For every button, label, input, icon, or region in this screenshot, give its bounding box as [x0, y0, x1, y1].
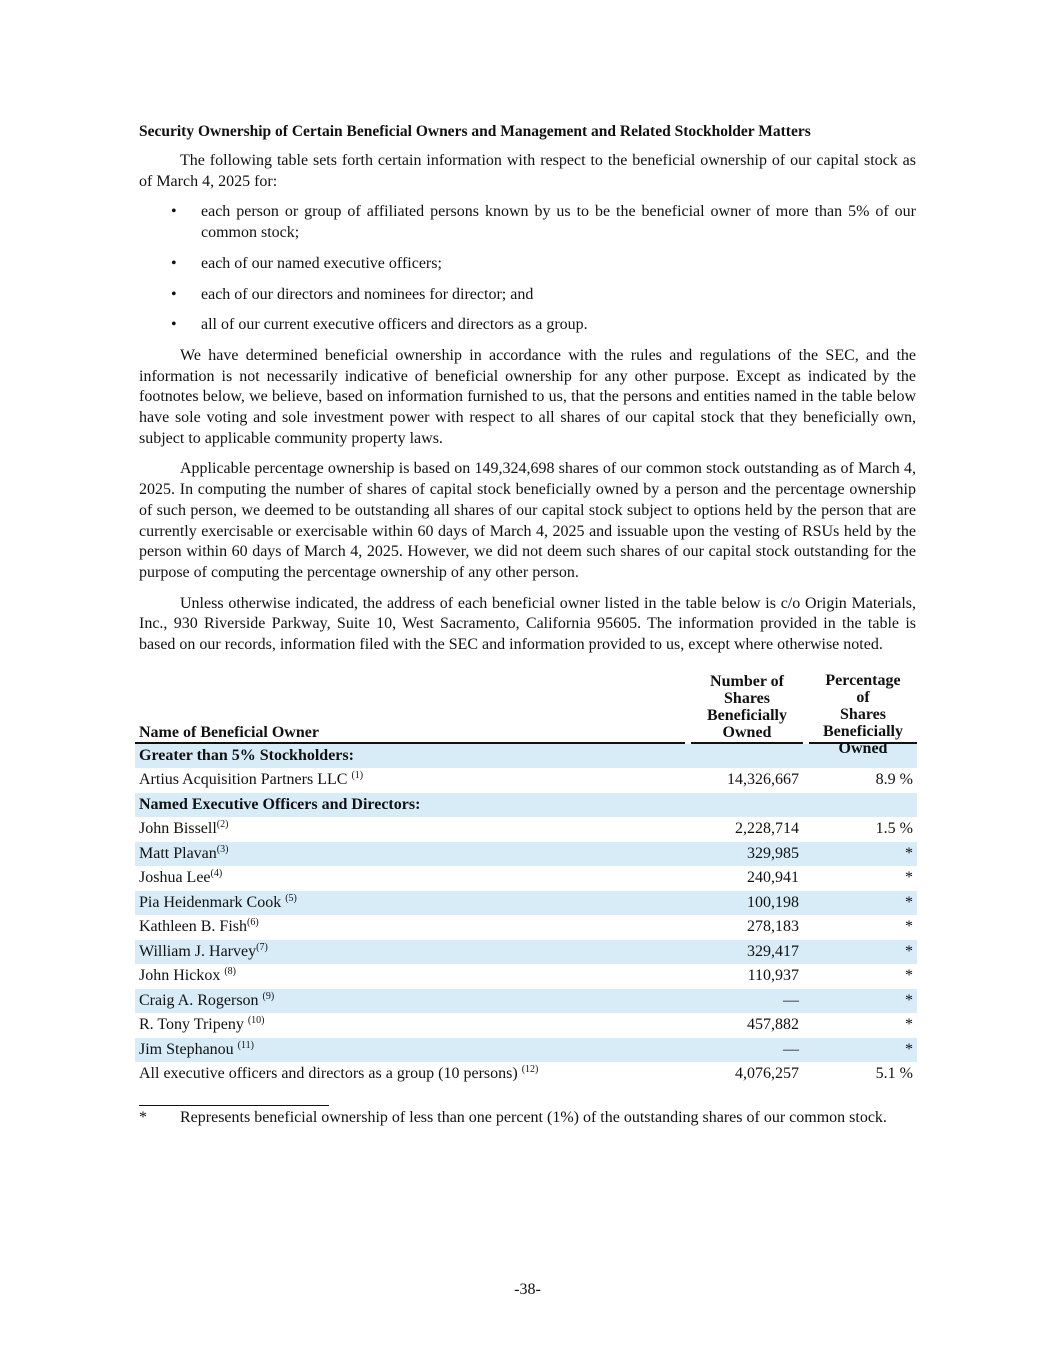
table-row: Joshua Lee$^{(4)}$ 240,941 *	[139, 868, 913, 887]
bullet-icon: •	[171, 285, 177, 303]
address-paragraph: Unless otherwise indicated, the address of each beneficial owner listed in the table below is c/o Origin Materials, Inc., 930 Riverside Parkway, Suite 10, West Sacramento, California 95605. The information provided in the table is based on our records, information filed with the SEC and information provided to us, except where otherwise noted.	[139, 594, 916, 654]
bullet-list	[139, 202, 916, 336]
footnote-mark: *	[139, 1108, 147, 1126]
footnote-divider	[139, 1105, 329, 1106]
page-number: -38-	[514, 1281, 541, 1298]
section-row: Greater than 5% Stockholders:	[135, 744, 917, 769]
table-header-row	[135, 672, 917, 744]
percentage-basis-paragraph: Applicable percentage ownership is based on 149,324,698 shares of our common stock outstanding as of March 4, 2025. In computing the number of shares of capital stock beneficially owned by a person and the percentage ownership of such person, we deemed to be outstanding all shares of our capital stock subject to options held by the person that are currently exercisable or exercisable within 60 days of March 4, 2025 and issuable upon the vesting of RSUs held by the person within 60 days of March 4, 2025. However, we did not deem such shares of our capital stock outstanding for the purpose of computing the percentage ownership of any other person.	[139, 460, 916, 581]
table-row: R. Tony Tripeny $^{(10)}$ 457,882 *	[139, 1015, 913, 1034]
bullet-item: • all of our current executive officers and directors as a group.	[139, 315, 916, 336]
table-row: Pia Heidenmark Cook $^{(5)}$ 100,198 *	[135, 891, 917, 916]
ownership-rules-paragraph: We have determined beneficial ownership in accordance with the rules and regulations of the SEC, and the information is not necessarily indicative of beneficial ownership for any other purpose. Except as indicated by the footnotes below, we believe, based on information furnished to us, that the persons and entities named in the table below have sole voting and sole investment power with respect to all shares of our capital stock that they beneficially own, subject to applicable community property laws.	[139, 346, 916, 447]
table-row: Artius Acquisition Partners LLC $^{(1)}$ 14,326,667 8.9 %	[139, 770, 913, 789]
table-row: John Hickox $^{(8)}$ 110,937 *	[139, 966, 913, 985]
bullet-item: • each of our directors and nominees for director; and	[139, 285, 916, 306]
intro-paragraph: The following table sets forth certain information with respect to the beneficial ownership of our capital stock as of March 4, 2025 for:	[139, 152, 916, 190]
table-row: William J. Harvey$^{(7)}$ 329,417 *	[135, 940, 917, 965]
bullet-icon: •	[171, 203, 177, 221]
beneficial-ownership-table	[135, 672, 917, 1087]
bullet-icon: •	[171, 254, 177, 272]
table-row-total: All executive officers and directors as a group (10 persons) $^{(12)}$ 4,076,257 5.1 %	[139, 1064, 913, 1083]
header-shares: Number of Shares Beneficially Owned	[691, 672, 803, 744]
table-row: Matt Plavan$^{(3)}$ 329,985 *	[135, 842, 917, 867]
section-row: Named Executive Officers and Directors:	[135, 793, 917, 818]
bullet-item: • each person or group of affiliated persons known by us to be the beneficial owner of more than 5% of our common stock;	[171, 203, 916, 242]
table-row: John Bissell$^{(2)}$ 2,228,714 1.5 %	[139, 819, 913, 838]
table-row: Jim Stephanou $^{(11)}$ — *	[135, 1038, 917, 1063]
footnote-text: Represents beneficial ownership of less than one percent (1%) of the outstanding shares of our common stock.	[180, 1108, 887, 1126]
document-page	[139, 122, 916, 1128]
table-row: Craig A. Rogerson $^{(9)}$ — *	[135, 989, 917, 1014]
header-percent: Percentage of Shares Beneficially Owned	[809, 672, 917, 744]
bullet-item: • each of our named executive officers;	[139, 254, 916, 275]
footnote	[139, 1108, 916, 1129]
section-heading: Security Ownership of Certain Beneficial Owners and Management and Related Stockholder Matters	[139, 123, 811, 140]
bullet-icon: •	[171, 316, 177, 334]
header-name: Name of Beneficial Owner	[135, 672, 685, 744]
table-row: Kathleen B. Fish$^{(6)}$ 278,183 *	[139, 917, 913, 936]
